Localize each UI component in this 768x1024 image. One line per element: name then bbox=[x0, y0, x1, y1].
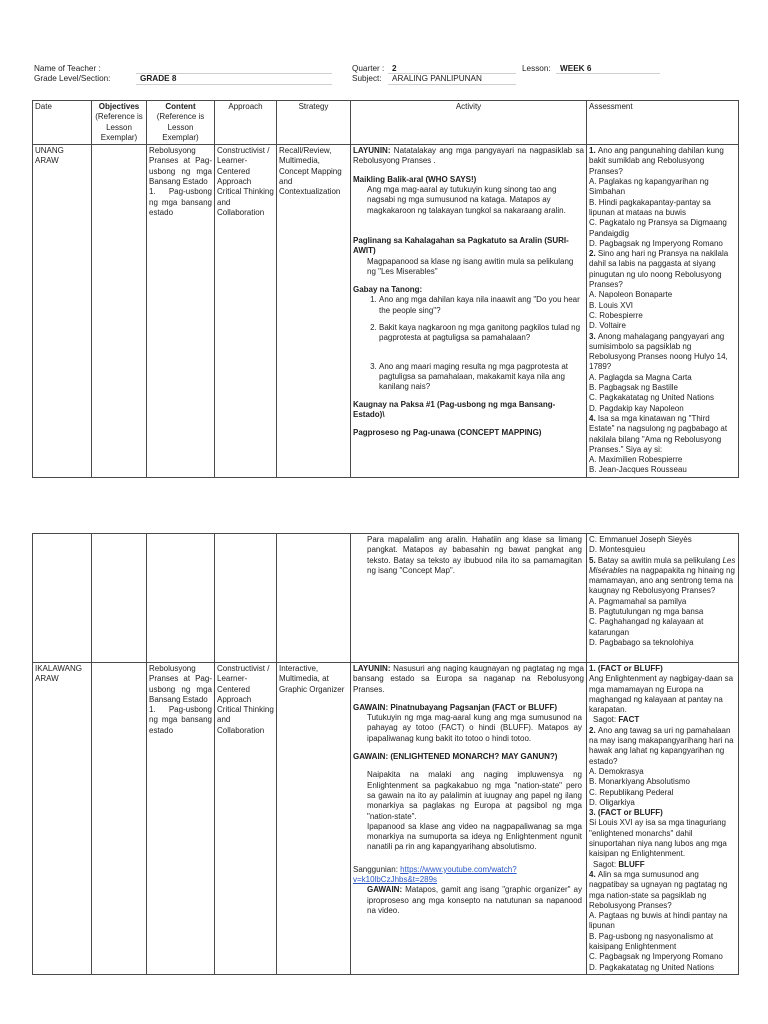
lesson-label: Lesson: bbox=[522, 64, 551, 73]
objectives-header: Objectives (Reference is Lesson Exemplar) bbox=[92, 101, 147, 145]
assessment-line: B. Jean-Jacques Rousseau bbox=[589, 465, 687, 475]
table-header-row bbox=[33, 101, 739, 145]
day1-objectives bbox=[92, 145, 147, 478]
day2-gawain2-title: GAWAIN: (ENLIGHTENED MONARCH? MAY GANUN?) bbox=[353, 752, 558, 762]
day2-row bbox=[33, 663, 739, 975]
quarter-label: Quarter : bbox=[352, 64, 385, 73]
cont-approach bbox=[215, 534, 277, 663]
assessment-line: B. Monarkiyang Absolutismo bbox=[589, 777, 690, 787]
approach-header: Approach bbox=[215, 101, 277, 145]
day1-assessment bbox=[587, 145, 739, 478]
assessment-line: C. Republikang Pederal bbox=[589, 787, 674, 797]
question-item: 1. Ano ang mga dahilan kaya nila inaawit ang "Do you hear the people sing"? bbox=[379, 295, 584, 316]
assessment-line: A. Napoleon Bonaparte bbox=[589, 290, 673, 300]
day2-gawain2-text2: Ipapanood sa klase ang video na nagpapaliwanag sa mga monarkiya na sumuporta sa ideya ng Enlightenment ngunit nanatili pa rin ang kapangyarihang absolutismo. bbox=[367, 821, 582, 852]
day1-content: Rebolusyong Pranses at Pag-usbong ng mga Bansang Estado 1. Pag-usbong ng mga bansang estado bbox=[147, 145, 215, 478]
assessment-line: C. Pagkakatatag ng United Nations bbox=[589, 393, 714, 403]
teacher-label: Name of Teacher : bbox=[34, 64, 101, 73]
subject-field-line bbox=[388, 84, 516, 85]
assessment-line: D. Voltaire bbox=[589, 321, 626, 331]
assessment-answer: Sagot: BLUFF bbox=[593, 859, 645, 869]
day1-balik-title: Maikling Balik-aral (WHO SAYS!) bbox=[353, 174, 477, 184]
day1-layunin: LAYUNIN: Natatalakay ang mga pangyayari na nagpasiklab sa Rebolusyong Pranses . bbox=[353, 146, 584, 166]
day1-question-list bbox=[353, 295, 584, 392]
grade-field-line bbox=[136, 84, 332, 85]
assessment-line: A. Pagtaas ng buwis at hindi pantay na lipunan bbox=[589, 911, 728, 931]
day2-gawain3: GAWAIN: Matapos, gamit ang isang "graphic organizer" ay iproproseso ang mga konsepto na natutunan sa napanood na video. bbox=[367, 885, 582, 915]
assessment-question: 2. Ano ang tawag sa uri ng pamahalaan na may isang makapangyarihang hari na hawak ang lahat ng kapangyarihan ng estado? bbox=[589, 725, 734, 766]
day1-kaugnay: Kaugnay na Paksa #1 (Pag-usbong ng mga Bansang-Estado)\ bbox=[353, 399, 556, 419]
day2-gawain1-title: GAWAIN: Pinatnubayang Pagsanjan (FACT or BLUFF) bbox=[353, 702, 558, 712]
content-header: Content (Reference is Lesson Exemplar) bbox=[147, 101, 215, 145]
assessment-question: 4. Alin sa mga sumusunod ang nagpatibay sa ugnayan ng pagtatag ng mga nation-state sa pagsiklab ng Rebolusyong Pranses? bbox=[589, 869, 728, 910]
assessment-question-5: 5. Batay sa awitin mula sa pelikulang Les Misérables na nagpapakita ng hinaing ng mamamayan, ano ang sentrong tema na kaugnay ng Rebolusyong Pranses? bbox=[589, 555, 736, 596]
day2-content: Rebolusyong Pranses at Pag-usbong ng mga Bansang Estado 1. Pag-usbong ng mga bansang estado bbox=[147, 663, 215, 975]
cont-date bbox=[33, 534, 92, 663]
subject-value: ARALING PANLIPUNAN bbox=[392, 74, 482, 83]
date-header: Date bbox=[33, 101, 92, 145]
assessment-question: 1. Ano ang pangunahing dahilan kung bakit sumiklab ang Rebolusyong Pranses? bbox=[589, 146, 724, 176]
assessment-line: B. Hindi pagkakapantay-pantay sa lipunan at mataas na buwis bbox=[589, 197, 711, 217]
assessment-line: C. Paghahangad ng kalayaan at katarungan bbox=[589, 617, 704, 637]
assessment-line: D. Pagkakatatag ng United Nations bbox=[589, 962, 714, 972]
assessment-question: 3. Anong mahalagang pangyayari ang sumisimbolo sa pagsiklab ng Rebolusyong Pranses noong Hulyo 14, 1789? bbox=[589, 331, 728, 372]
assessment-line: D. Pagbabago sa teknolohiya bbox=[589, 637, 694, 647]
lesson-plan-table-continued bbox=[32, 533, 739, 975]
youtube-video-link[interactable]: https://www.youtube.com/watch?v=k10lbCzJhbs&t=289s bbox=[353, 864, 517, 885]
day1-strategy: Recall/Review, Multimedia, Concept Mapping and Contextualization bbox=[277, 145, 351, 478]
day1-paglinang-title: Paglinang sa Kahalagahan sa Pagkatuto sa Aralin (SURI-AWIT) bbox=[353, 235, 569, 256]
assessment-line: C. Emmanuel Joseph Sieyès bbox=[589, 535, 692, 544]
assessment-question: 3. (FACT or BLUFF) bbox=[589, 808, 663, 818]
day1-paglinang-text: Magpapanood sa klase ng isang awitin mula sa pelikulang ng "Les Miserables" bbox=[367, 256, 574, 276]
cont-activity-text: Para mapalalim ang aralin. Hahatiin ang klase sa limang pangkat. Matapos ay babasahin ng bawat pangkat ang teksto. Batay sa teksto ay ibubuod nila ito sa pamamagitan ng isang "Concept Map". bbox=[367, 535, 582, 575]
day2-gawain1-text: Tutukuyin ng mga mag-aaral kung ang mga sumusunod na pahayag ay totoo (FACT) o hindi (BLUFF). Matapos ay ipapaliwanag kung bakit ito totoo o hindi totoo. bbox=[367, 713, 582, 743]
grade-label: Grade Level/Section: bbox=[34, 74, 111, 83]
assessment-line: D. Pagbagsak ng Imperyong Romano bbox=[589, 238, 723, 248]
day2-date: IKALAWANG ARAW bbox=[33, 663, 92, 975]
subject-label: Subject: bbox=[352, 74, 382, 83]
assessment-line: A. Pagmamahal sa pamilya bbox=[589, 596, 687, 606]
assessment-line: D. Montesquieu bbox=[589, 545, 646, 555]
assessment-line: Si Louis XVI ay isa sa mga tinaguriang "enlightened monarchs" dahil sinuportahan niya nang lubos ang mga kaisipan ng Enlightenment. bbox=[589, 818, 727, 859]
lesson-field-line bbox=[556, 73, 660, 74]
assessment-line: D. Oligarkiya bbox=[589, 797, 635, 807]
question-item: 2. Bakit kaya nagkaroon ng mga ganitong pagkilos tulad ng pagprotesta at pagtuligsa sa pamahalaan? bbox=[379, 323, 584, 344]
day2-objectives bbox=[92, 663, 147, 975]
cont-activity bbox=[351, 534, 587, 663]
assessment-line: B. Pagbagsak ng Bastille bbox=[589, 383, 678, 393]
cont-assessment bbox=[587, 534, 739, 663]
day1-gabay-title: Gabay na Tanong: bbox=[353, 285, 423, 295]
day2-activity bbox=[351, 663, 587, 975]
day2-gawain2-text1: Naipakita na malaki ang naging impluwensya ng Enlightenment sa pagkakabuo ng mga "nation-state" pero sa gawain na ito ay palalimin at iuugnay ang papel ng ilang monarkiya sa paglakas ng Europa at pagsibol ng mga "nation-state". bbox=[367, 770, 582, 821]
assessment-question: 2. Sino ang hari ng Pransya na nakilala dahil sa labis na paggasta at siyang pinugutan ng ulo noong Rebolusyong Pranses? bbox=[589, 249, 729, 290]
assessment-line: A. Maximilien Robespierre bbox=[589, 455, 683, 465]
question-item: 3. Ano ang maari maging resulta ng mga pagprotesta at pagtuligsa sa pamahalaan, makakamit kaya nila ang kanilang nais? bbox=[379, 362, 584, 393]
cont-content bbox=[147, 534, 215, 663]
assessment-line: D. Pagdakip kay Napoleon bbox=[589, 403, 684, 413]
day1-row bbox=[33, 145, 739, 478]
day2-layunin: LAYUNIN: Nasusuri ang naging kaugnayan ng pagtatag ng mga bansang estado sa Europa sa naganap na Rebolusyong Pranses. bbox=[353, 664, 584, 694]
day2-strategy: Interactive, Multimedia, at Graphic Organizer bbox=[277, 663, 351, 975]
quarter-value: 2 bbox=[392, 64, 397, 73]
lesson-value: WEEK 6 bbox=[560, 64, 592, 73]
assessment-line: B. Louis XVI bbox=[589, 300, 634, 310]
assessment-answer: Sagot: FACT bbox=[593, 715, 640, 725]
assessment-question: 1. (FACT or BLUFF) bbox=[589, 664, 663, 673]
assessment-header: Assessment bbox=[587, 101, 739, 145]
cont-strategy bbox=[277, 534, 351, 663]
cont-objectives bbox=[92, 534, 147, 663]
assessment-line: C. Pagbagsak ng Imperyong Romano bbox=[589, 952, 723, 962]
day2-assessment bbox=[587, 663, 739, 975]
day2-approach: Constructivist / Learner-Centered Approach Critical Thinking and Collaboration bbox=[215, 663, 277, 975]
continuation-row bbox=[33, 534, 739, 663]
activity-header: Activity bbox=[351, 101, 587, 145]
assessment-line: A. Demokrasya bbox=[589, 766, 644, 776]
assessment-line: B. Pagtutulungan ng mga bansa bbox=[589, 607, 704, 617]
assessment-line: Ang Enlightenment ay nagbigay-daan sa mga mamamayan ng Europa na maghangad ng kalayaan at pantay na karapatan. bbox=[589, 674, 734, 715]
day1-pagproseso: Pagproseso ng Pag-unawa (CONCEPT MAPPING) bbox=[353, 428, 542, 438]
assessment-line: C. Pagkatalo ng Pransya sa Digmaang Pandaigdig bbox=[589, 218, 727, 238]
day1-balik-text: Ang mga mag-aaral ay tutukuyin kung sinong tao ang nagsabi ng mga sumusunod na kataga. Matapos ay magkakaroon ng talakayan tungkol sa nakaraang aralin. bbox=[367, 185, 566, 215]
assessment-line: B. Pag-usbong ng nasyonalismo at kaisipang Enlightenment bbox=[589, 931, 714, 952]
grade-value: GRADE 8 bbox=[140, 74, 177, 83]
day1-activity bbox=[351, 145, 587, 478]
assessment-line: C. Robespierre bbox=[589, 310, 643, 320]
strategy-header: Strategy bbox=[277, 101, 351, 145]
day2-sanggunian: Sanggunian: https://www.youtube.com/watch?v=k10lbCzJhbs&t=289s bbox=[353, 864, 517, 885]
lesson-plan-table bbox=[32, 100, 739, 478]
day1-date: UNANG ARAW bbox=[33, 145, 92, 478]
assessment-line: A. Paglagda sa Magna Carta bbox=[589, 372, 692, 382]
assessment-line: A. Paglakas ng kapangyarihan ng Simbahan bbox=[589, 177, 709, 197]
day1-approach: Constructivist / Learner-Centered Approach Critical Thinking and Collaboration bbox=[215, 145, 277, 478]
assessment-question: 4. Isa sa mga kinatawan ng "Third Estate" na nagsulong ng pagbabago at nakilala bilang "Ama ng Rebolusyong Pranses." Siya ay si: bbox=[589, 413, 728, 454]
